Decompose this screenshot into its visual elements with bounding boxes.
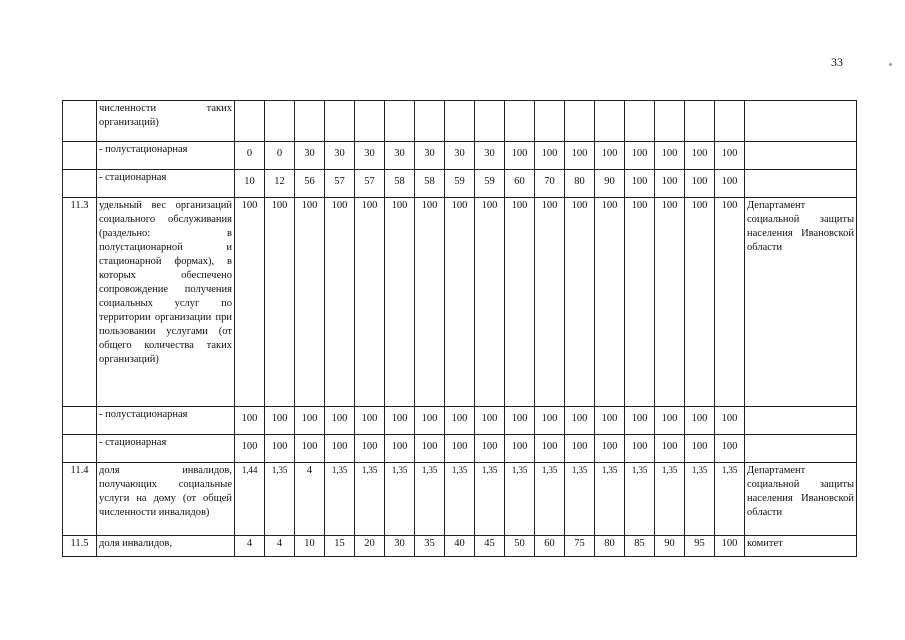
value-cell xyxy=(595,101,625,142)
value-cell xyxy=(655,101,685,142)
value-cell: 1,35 xyxy=(565,463,595,536)
value-cell: 100 xyxy=(685,435,715,463)
value-cell: 100 xyxy=(685,170,715,198)
value-cell: 0 xyxy=(265,142,295,170)
value-cell: 1,35 xyxy=(265,463,295,536)
value-cell: 20 xyxy=(355,536,385,557)
value-cell xyxy=(565,101,595,142)
value-cell xyxy=(715,101,745,142)
value-cell: 30 xyxy=(415,142,445,170)
value-cell: 100 xyxy=(625,435,655,463)
value-cell: 100 xyxy=(595,142,625,170)
value-cell: 10 xyxy=(235,170,265,198)
value-cell: 100 xyxy=(415,435,445,463)
value-cell: 15 xyxy=(325,536,355,557)
value-cell: 58 xyxy=(385,170,415,198)
value-cell xyxy=(685,101,715,142)
value-cell: 100 xyxy=(325,435,355,463)
value-cell: 100 xyxy=(535,435,565,463)
value-cell: 100 xyxy=(595,198,625,407)
table-row xyxy=(63,101,857,142)
value-cell xyxy=(535,101,565,142)
value-cell: 30 xyxy=(385,142,415,170)
value-cell: 30 xyxy=(325,142,355,170)
value-cell: 100 xyxy=(715,142,745,170)
value-cell: 100 xyxy=(445,198,475,407)
value-cell: 0 xyxy=(235,142,265,170)
value-cell: 1,35 xyxy=(715,463,745,536)
value-cell: 100 xyxy=(475,435,505,463)
value-cell: 100 xyxy=(535,407,565,435)
value-cell xyxy=(475,101,505,142)
value-cell: 59 xyxy=(445,170,475,198)
value-cell: 100 xyxy=(505,198,535,407)
responsible-department-cell: Департамент социальной защиты населения Ивановской области xyxy=(745,463,857,536)
value-cell: 100 xyxy=(415,198,445,407)
responsible-department-cell: Департамент социальной защиты населения Ивановской области xyxy=(745,198,857,407)
value-cell: 12 xyxy=(265,170,295,198)
value-cell: 1,44 xyxy=(235,463,265,536)
table-row xyxy=(63,536,857,557)
scan-speck xyxy=(889,63,892,66)
value-cell: 100 xyxy=(625,170,655,198)
row-number-cell xyxy=(63,101,97,142)
value-cell: 4 xyxy=(295,463,325,536)
value-cell: 95 xyxy=(685,536,715,557)
value-cell: 100 xyxy=(715,170,745,198)
value-cell: 59 xyxy=(475,170,505,198)
value-cell: 100 xyxy=(235,198,265,407)
table-row xyxy=(63,463,857,536)
value-cell: 1,35 xyxy=(415,463,445,536)
value-cell: 4 xyxy=(235,536,265,557)
value-cell: 30 xyxy=(295,142,325,170)
value-cell: 30 xyxy=(475,142,505,170)
value-cell: 60 xyxy=(505,170,535,198)
value-cell: 100 xyxy=(235,407,265,435)
responsible-department-cell xyxy=(745,407,857,435)
value-cell: 85 xyxy=(625,536,655,557)
indicator-description-cell: численности таких организаций) xyxy=(97,101,235,142)
value-cell: 1,35 xyxy=(685,463,715,536)
value-cell: 100 xyxy=(235,435,265,463)
indicator-description-cell: - стационарная xyxy=(97,170,235,198)
value-cell: 57 xyxy=(325,170,355,198)
value-cell: 100 xyxy=(655,142,685,170)
value-cell: 100 xyxy=(445,407,475,435)
value-cell: 58 xyxy=(415,170,445,198)
value-cell: 100 xyxy=(535,198,565,407)
value-cell: 1,35 xyxy=(595,463,625,536)
indicator-description-cell: - полустационарная xyxy=(97,407,235,435)
value-cell: 100 xyxy=(505,435,535,463)
value-cell: 1,35 xyxy=(535,463,565,536)
value-cell: 100 xyxy=(685,198,715,407)
value-cell: 90 xyxy=(595,170,625,198)
table-row xyxy=(63,407,857,435)
value-cell: 100 xyxy=(325,407,355,435)
value-cell: 100 xyxy=(685,142,715,170)
value-cell xyxy=(325,101,355,142)
value-cell: 100 xyxy=(625,198,655,407)
indicator-description-cell: доля инвалидов, получающих социальные услуги на дому (от общей численности инвалидов) xyxy=(97,463,235,536)
value-cell: 100 xyxy=(685,407,715,435)
value-cell: 56 xyxy=(295,170,325,198)
value-cell: 90 xyxy=(655,536,685,557)
value-cell: 35 xyxy=(415,536,445,557)
value-cell: 100 xyxy=(475,407,505,435)
value-cell xyxy=(355,101,385,142)
value-cell: 100 xyxy=(355,435,385,463)
value-cell: 100 xyxy=(655,170,685,198)
page-number: 33 xyxy=(831,55,843,69)
responsible-department-cell: комитет xyxy=(745,536,857,557)
value-cell: 100 xyxy=(385,435,415,463)
value-cell xyxy=(295,101,325,142)
table-row xyxy=(63,142,857,170)
value-cell: 100 xyxy=(565,142,595,170)
value-cell: 100 xyxy=(655,198,685,407)
row-number-cell: 11.3 xyxy=(63,198,97,407)
value-cell: 100 xyxy=(415,407,445,435)
value-cell: 100 xyxy=(445,435,475,463)
value-cell: 100 xyxy=(715,536,745,557)
value-cell xyxy=(385,101,415,142)
value-cell: 1,35 xyxy=(505,463,535,536)
value-cell: 100 xyxy=(385,198,415,407)
value-cell: 100 xyxy=(715,435,745,463)
indicator-description-cell: доля инвалидов, xyxy=(97,536,235,557)
value-cell: 100 xyxy=(595,407,625,435)
value-cell: 30 xyxy=(385,536,415,557)
value-cell: 80 xyxy=(565,170,595,198)
value-cell xyxy=(415,101,445,142)
table-row xyxy=(63,170,857,198)
indicator-table xyxy=(62,100,857,557)
value-cell: 60 xyxy=(535,536,565,557)
table-row xyxy=(63,198,857,407)
table-row xyxy=(63,435,857,463)
value-cell: 100 xyxy=(715,198,745,407)
value-cell: 100 xyxy=(715,407,745,435)
value-cell: 100 xyxy=(265,407,295,435)
value-cell: 100 xyxy=(265,198,295,407)
value-cell: 1,35 xyxy=(385,463,415,536)
value-cell: 4 xyxy=(265,536,295,557)
indicator-description-cell: - стационарная xyxy=(97,435,235,463)
value-cell: 75 xyxy=(565,536,595,557)
value-cell: 100 xyxy=(505,407,535,435)
responsible-department-cell xyxy=(745,435,857,463)
value-cell: 100 xyxy=(385,407,415,435)
value-cell xyxy=(235,101,265,142)
indicator-description-cell: удельный вес организаций социального обслуживания (раздельно: в полустационарной и стационарной формах), в которых обеспечено сопровождение получения социальных услуг по территории организации при пользовании услугами (от общего количества таких организаций) xyxy=(97,198,235,407)
value-cell: 45 xyxy=(475,536,505,557)
value-cell: 1,35 xyxy=(325,463,355,536)
value-cell: 57 xyxy=(355,170,385,198)
value-cell: 1,35 xyxy=(445,463,475,536)
value-cell xyxy=(265,101,295,142)
value-cell: 100 xyxy=(295,435,325,463)
value-cell: 40 xyxy=(445,536,475,557)
value-cell: 30 xyxy=(445,142,475,170)
value-cell: 100 xyxy=(265,435,295,463)
value-cell xyxy=(505,101,535,142)
value-cell: 1,35 xyxy=(625,463,655,536)
value-cell: 10 xyxy=(295,536,325,557)
value-cell xyxy=(625,101,655,142)
value-cell: 100 xyxy=(295,407,325,435)
value-cell: 70 xyxy=(535,170,565,198)
value-cell: 100 xyxy=(325,198,355,407)
responsible-department-cell xyxy=(745,101,857,142)
value-cell: 1,35 xyxy=(655,463,685,536)
row-number-cell xyxy=(63,407,97,435)
value-cell: 30 xyxy=(355,142,385,170)
row-number-cell: 11.5 xyxy=(63,536,97,557)
row-number-cell: 11.4 xyxy=(63,463,97,536)
value-cell: 100 xyxy=(355,198,385,407)
value-cell: 100 xyxy=(625,407,655,435)
value-cell: 100 xyxy=(475,198,505,407)
value-cell: 100 xyxy=(625,142,655,170)
value-cell: 100 xyxy=(355,407,385,435)
value-cell: 1,35 xyxy=(355,463,385,536)
value-cell: 100 xyxy=(655,435,685,463)
row-number-cell xyxy=(63,435,97,463)
value-cell: 100 xyxy=(565,435,595,463)
responsible-department-cell xyxy=(745,170,857,198)
value-cell xyxy=(445,101,475,142)
value-cell: 50 xyxy=(505,536,535,557)
indicator-description-cell: - полустационарная xyxy=(97,142,235,170)
value-cell: 1,35 xyxy=(475,463,505,536)
row-number-cell xyxy=(63,170,97,198)
value-cell: 100 xyxy=(295,198,325,407)
value-cell: 80 xyxy=(595,536,625,557)
row-number-cell xyxy=(63,142,97,170)
value-cell: 100 xyxy=(565,407,595,435)
value-cell: 100 xyxy=(565,198,595,407)
value-cell: 100 xyxy=(655,407,685,435)
responsible-department-cell xyxy=(745,142,857,170)
value-cell: 100 xyxy=(505,142,535,170)
value-cell: 100 xyxy=(535,142,565,170)
value-cell: 100 xyxy=(595,435,625,463)
